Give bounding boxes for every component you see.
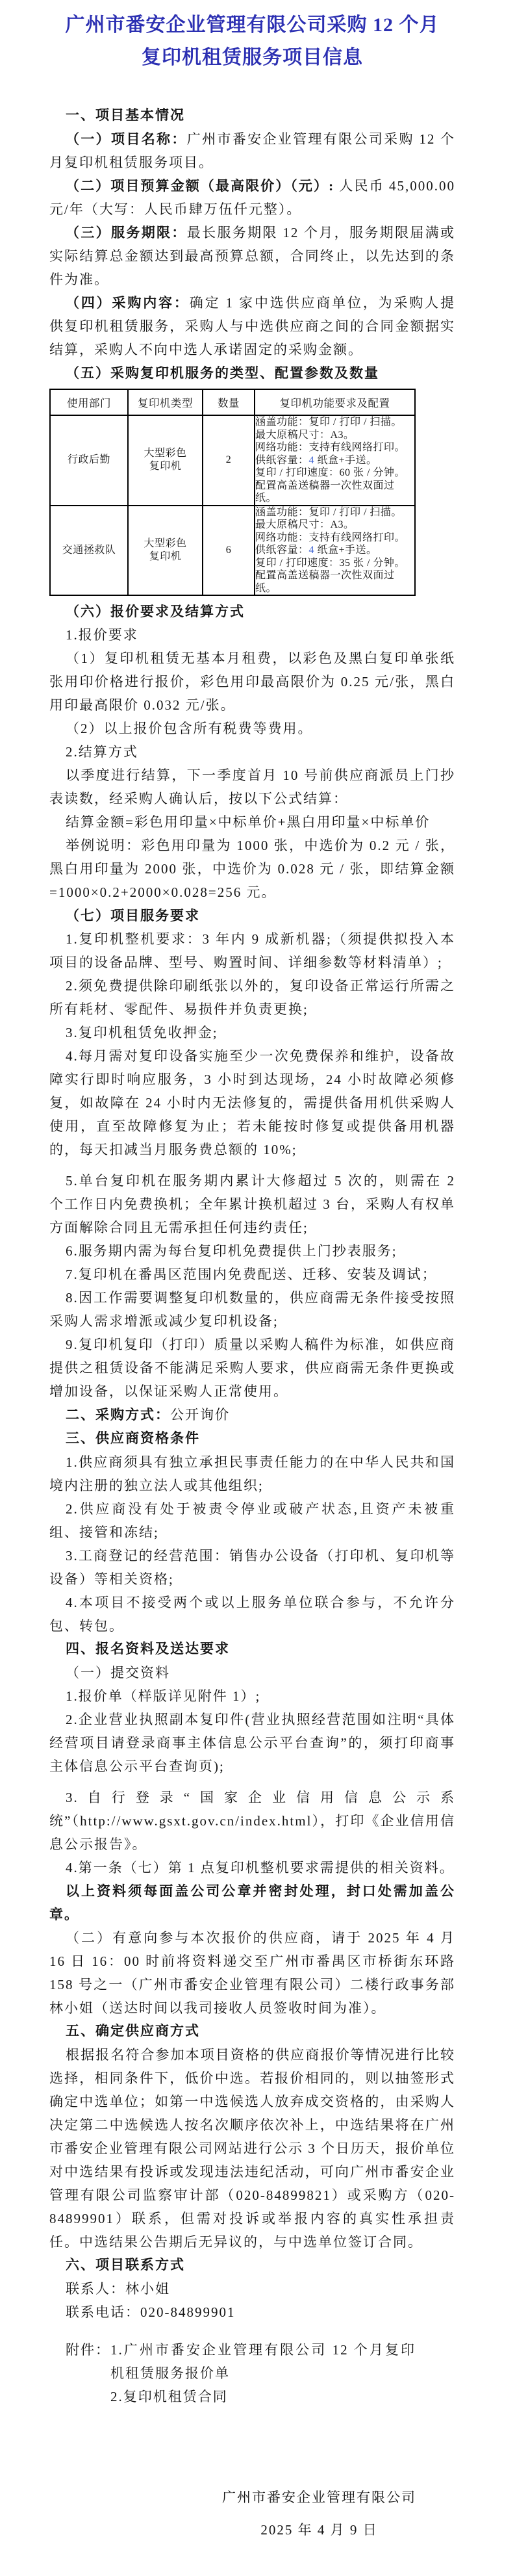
para-project-name — [49, 127, 455, 174]
heading-section-5: 五、确定供应商方式 — [66, 2024, 200, 2039]
table-row — [50, 506, 415, 596]
feature-highlight: 4 — [308, 545, 315, 556]
para-project-name-text: 广州市番安企业管理有限公司采购 12 个月复印机租赁服务项目。 — [49, 131, 456, 170]
feature-text: 供纸容量： — [255, 545, 309, 556]
cell-copier-type — [128, 415, 203, 506]
heading-section-2-text: 公开询价 — [170, 1407, 230, 1423]
para-service-3: 3.复印机租赁免收押金; — [66, 1025, 218, 1040]
feature-line: 复印 / 打印速度：60 张 / 分钟。 — [255, 467, 405, 478]
feature-line: 涵盖功能：复印 / 打印 / 扫描。 — [255, 417, 402, 428]
para-service-1: 1.复印机整机要求：3 年内 9 成新机器;（须提供拟投入本项目的设备品牌、型号、购置时间、详细参数等材料清单）; — [49, 931, 455, 970]
copier-type-line1: 大型彩色 — [144, 448, 187, 459]
para-service-5: 5.单台复印机在服务期内累计大修超过 5 次的，则需在 2 个工作日内免费换机；全年累计换机超过 3 台，采购人有权单方面解除合同且无需承担任何违约责任; — [49, 1173, 455, 1235]
feature-line: 涵盖功能：复印 / 打印 / 扫描。 — [255, 506, 402, 518]
feature-line: 配置高盖送稿器一次性双面过纸。 — [255, 480, 395, 504]
attachments-list — [110, 2338, 416, 2408]
para-selection-method: 根据报名符合参加本项目资格的供应商报价等情况进行比较选择，相同条件下，低价中选。若报价相同的，则以抽签形式确定中选单位；如第一中选候选人放弃成交资格的，由采购人决定第二中选候选人按名次顺序依次补上，中选结果将在广州市番安企业管理有限公司网站进行公示 3 个日历天，报价单位对中选结果有投诉或发现违法违纪活动，可向广州市番安企业管理有限公司监察审计部（020-84899821）或采购方（020-84899901）联系，但需对投诉或举报内容的真实性承担责任。中选结果公告期后无异议的，与中选单位签订合同。 — [49, 2047, 455, 2250]
col-header-quantity: 数量 — [203, 389, 255, 415]
para-service-2: 2.须免费提供除印刷纸张以外的，复印设备正常运行所需之所有耗材、零配件、易损件并负责更换; — [49, 978, 455, 1017]
signature-block — [222, 2481, 416, 2546]
para-delivery: （二）有意向参与本次报价的供应商，请于 2025 年 4 月 16 日 16：00 时前将资料递交至广州市番禺区市桥街东环路 158 号之一（广州市番安企业管理有限公司）二楼行政事务部林小姐（送达时间以我司接收人员签收时间为准）。 — [49, 1930, 455, 2016]
para-service-6: 6.服务期内需为每台复印机免费提供上门抄表服务; — [66, 1243, 397, 1259]
para-service-term-label: （三）服务期限： — [66, 225, 187, 240]
para-service-8: 8.因工作需要调整复印机数量的，供应商需无条件接受按照采购人需求增派或减少复印机设备; — [49, 1290, 455, 1329]
para-project-name-label: （一）项目名称： — [66, 131, 187, 147]
heading-quotation: （六）报价要求及结算方式 — [66, 604, 245, 619]
para-settlement: 2.结算方式 — [66, 744, 138, 760]
attachment-item-2: 2.复印机租赁合同 — [110, 2389, 228, 2404]
para-purchase-content — [49, 291, 455, 361]
feature-text: 纸盒+手送。 — [314, 454, 377, 466]
copier-type-line2: 复印机 — [149, 461, 182, 472]
para-contact-phone: 联系电话：020-84899901 — [66, 2304, 236, 2320]
heading-service-req: （七）项目服务要求 — [66, 908, 200, 923]
para-budget-label: （二）项目预算金额（最高限价）（元）: — [66, 178, 335, 194]
signature-date: 2025 年 4 月 9 日 — [260, 2522, 378, 2538]
col-header-department: 使用部门 — [50, 389, 128, 415]
feature-line: 配置高盖送稿器一次性双面过纸。 — [255, 570, 395, 594]
attachments-indent — [49, 2338, 66, 2408]
cell-copier-type — [128, 506, 203, 596]
para-qualification-4: 4.本项目不接受两个或以上服务单位联合参与，不允许分包、转包。 — [49, 1595, 455, 1634]
para-service-4: 4.每月需对复印设备实施至少一次免费保养和维护，设备故障实行即时响应服务，3 小时到达现场，24 小时故障必须修复，如故障在 24 小时内无法修复的，需提供备用机供采购人使用，直至故障修复为止；若未能按时修复或提供备用机器的，每天扣减当月服务费总额的 10%; — [49, 1048, 455, 1157]
col-header-requirements: 复印机功能要求及配置 — [255, 389, 415, 415]
para-doc-1: 1.报价单（样版详见附件 1）; — [66, 1688, 261, 1704]
heading-copier-table: （五）采购复印机服务的类型、配置参数及数量 — [66, 365, 379, 381]
cell-department: 交通拯救队 — [50, 506, 128, 596]
attachment-item-1: 1.广州市番安企业管理有限公司 12 个月复印机租赁服务报价单 — [110, 2342, 416, 2381]
col-header-copier-type: 复印机类型 — [128, 389, 203, 415]
para-quote-req: 1.报价要求 — [66, 627, 138, 643]
heading-section-2 — [49, 1403, 455, 1427]
document-title-line2: 复印机租赁服务项目信息 — [142, 47, 363, 68]
attachments-block — [49, 2338, 455, 2408]
table-row — [50, 415, 415, 506]
feature-line: 网络功能：支持有线网络打印。 — [255, 442, 406, 453]
heading-section-3: 三、供应商资格条件 — [66, 1431, 200, 1446]
feature-line: 最大原稿尺寸：A3。 — [255, 519, 355, 530]
feature-text: 纸盒+手送。 — [314, 545, 377, 556]
heading-section-1: 一、项目基本情况 — [66, 108, 185, 123]
cell-requirements — [255, 506, 415, 596]
para-settlement-example: 举例说明：彩色用印量为 1000 张，中选价为 0.2 元 / 张，黑白用印量为 2000 张，中选价为 0.028 元 / 张，即结算金额=1000×0.2+2000×0.028=256 元。 — [49, 838, 455, 900]
cell-quantity: 6 — [203, 506, 255, 596]
para-seal-notice: 以上资料须每面盖公司公章并密封处理，封口处需加盖公章。 — [49, 1883, 455, 1922]
cell-department: 行政后勤 — [50, 415, 128, 506]
para-budget-text: 人民币 45,000.00 元/年（大写：人民币肆万伍仟元整）。 — [49, 178, 455, 217]
heading-section-6: 六、项目联系方式 — [66, 2258, 185, 2273]
feature-line: 最大原稿尺寸：A3。 — [255, 429, 355, 441]
feature-line — [255, 454, 414, 467]
para-service-term-text: 最长服务期限 12 个月，服务期限届满或实际结算总金额达到最高预算总额，合同终止，以先达到的条件为准。 — [49, 225, 456, 287]
copier-type-line2: 复印机 — [149, 550, 182, 562]
document-title-line1: 广州市番安企业管理有限公司采购 12 个月 — [65, 14, 440, 36]
attachments-label: 附件： — [66, 2342, 110, 2358]
cell-quantity: 2 — [203, 415, 255, 506]
copier-type-line1: 大型彩色 — [144, 537, 187, 549]
heading-section-4: 四、报名资料及送达要求 — [66, 1642, 230, 1656]
para-settlement-1: 以季度进行结算，下一季度首月 10 号前供应商派员上门抄表读数，经采购人确认后，按以下公式结算： — [49, 767, 455, 806]
para-doc-4: 4.第一条（七）第 1 点复印机整机要求需提供的相关资料。 — [66, 1860, 455, 1875]
para-quote-req-2: （2）以上报价包含所有税费等费用。 — [66, 721, 313, 736]
para-qualification-3: 3.工商登记的经营范围：销售办公设备（打印机、复印机等设备）等相关资格; — [49, 1548, 455, 1587]
feature-line: 网络功能：支持有线网络打印。 — [255, 532, 406, 543]
para-contact-person: 联系人：林小姐 — [66, 2281, 170, 2297]
para-budget — [49, 174, 455, 221]
para-doc-3: 3.自行登录“国家企业信用信息公示系统”（http://www.gsxt.gov.cn/index.html），打印《企业信用信息公示报告》。 — [49, 1790, 455, 1852]
para-service-9: 9.复印机复印（打印）质量以采购人稿件为标准，如供应商提供之租赁设备不能满足采购人要求，供应商需无条件更换或增加设备，以保证采购人正常使用。 — [49, 1337, 455, 1399]
heading-section-2-label: 二、采购方式： — [66, 1408, 170, 1423]
table-header-row — [50, 389, 415, 415]
cell-requirements — [255, 415, 415, 506]
para-qualification-1: 1.供应商须具有独立承担民事责任能力的在中华人民共和国境内注册的独立法人或其他组织; — [49, 1454, 455, 1493]
para-qualification-2: 2.供应商没有处于被责令停业或破产状态,且资产未被重组、接管和冻结; — [49, 1501, 455, 1540]
feature-line: 复印 / 打印速度：35 张 / 分钟。 — [255, 557, 405, 569]
para-settlement-formula: 结算金额=彩色用印量×中标单价+黑白用印量×中标单价 — [66, 814, 431, 830]
document-title — [49, 9, 455, 74]
para-doc-2: 2.企业营业执照副本复印件(营业执照经营范围如注明“具体经营项目请登录商事主体信息公示平台查询”的，须打印商事主体信息公示平台查询页); — [49, 1712, 455, 1774]
para-submit-docs: （一）提交资料 — [66, 1665, 170, 1681]
para-service-7: 7.复印机在番禺区范围内免费配送、迁移、安装及调试； — [66, 1267, 437, 1282]
feature-highlight: 4 — [308, 454, 315, 466]
para-quote-req-1: （1）复印机租赁无基本月租费，以彩色及黑白复印单张纸张用印价格进行报价，彩色用印最高限价为 0.25 元/张，黑白用印最高限价 0.032 元/张。 — [49, 650, 455, 713]
signature-company: 广州市番安企业管理有限公司 — [222, 2490, 416, 2505]
copier-spec-table — [49, 389, 416, 596]
feature-line — [255, 544, 414, 557]
para-purchase-content-text: 确定 1 家中选供应商单位，为采购人提供复印机租赁服务，采购人与中选供应商之间的合同金额据实结算，采购人不向中选人承诺固定的采购金额。 — [49, 295, 456, 357]
para-purchase-content-label: （四）采购内容： — [66, 295, 190, 311]
para-service-term — [49, 221, 455, 291]
feature-text: 供纸容量： — [255, 454, 309, 466]
